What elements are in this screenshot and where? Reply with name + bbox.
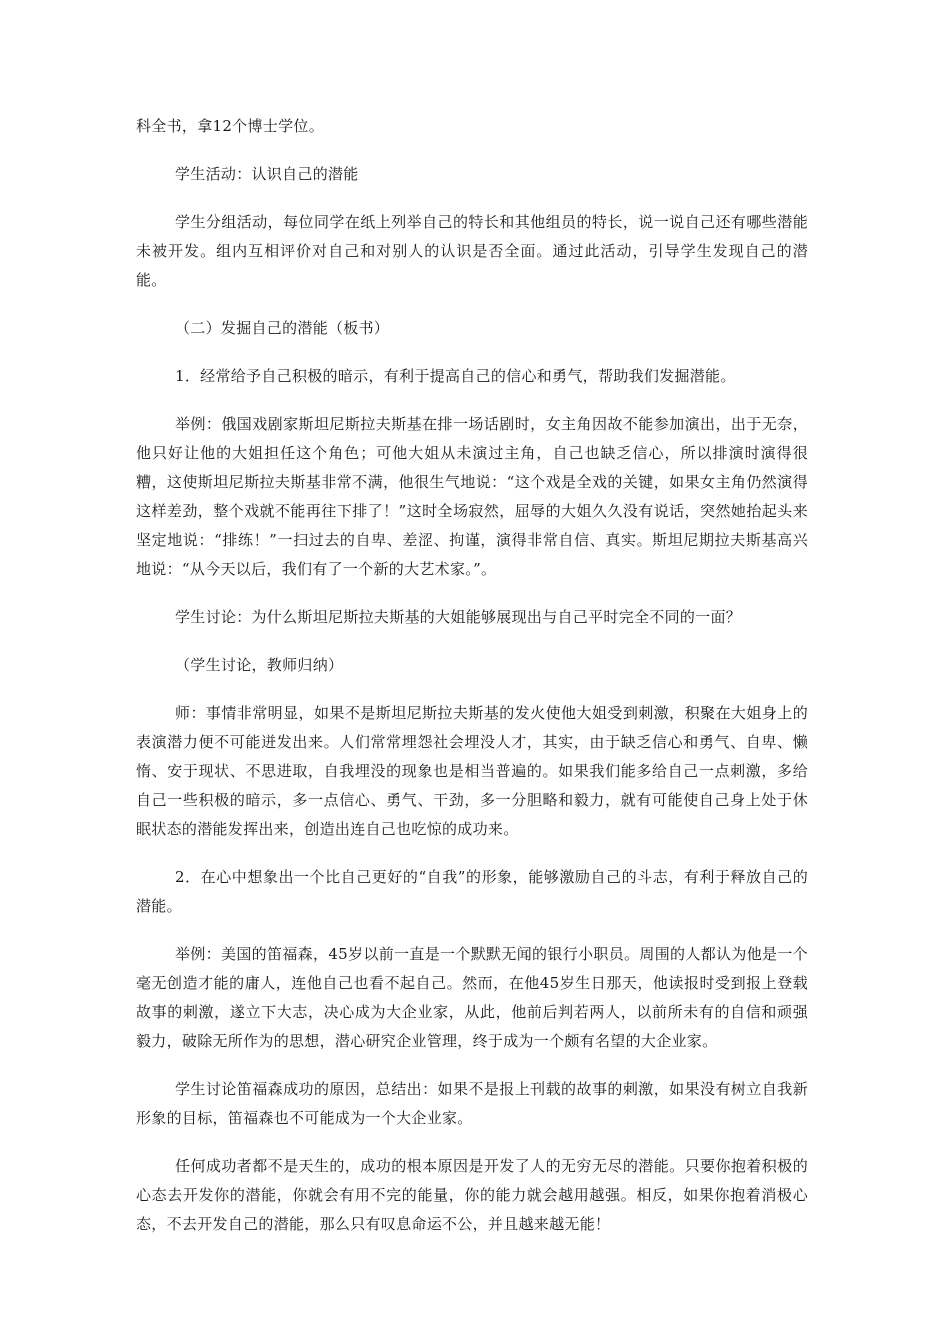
paragraph-discussion-question: 学生讨论：为什么斯坦尼斯拉夫斯基的大姐能够展现出与自己平时完全不同的一面？ <box>175 608 742 626</box>
section-heading: （二）发掘自己的潜能（板书） <box>175 319 390 337</box>
paragraph-discussion-two: 学生讨论笛福森成功的原因，总结出：如果不是报上刊载的故事的刺激，如果没有树立自我新形象的目标，笛福森也不可能成为一个大企业家。 <box>136 1080 808 1127</box>
paragraph-activity-description: 学生分组活动，每位同学在纸上列举自己的特长和其他组员的特长，说一说自己还有哪些潜能未被开发。组内互相评价对自己和对别人的认识是否全面。通过此活动，引导学生发现自己的潜能。 <box>136 213 808 289</box>
paragraph-discussion-note: （学生讨论，教师归纳） <box>175 656 344 674</box>
paragraph-conclusion: 任何成功者都不是天生的，成功的根本原因是开发了人的无穷无尽的潜能。只要你抱着积极的心态去开发你的潜能，你就会有用不完的能量，你的能力就会越用越强。相反，如果你抱着消极心态，不去开发自己的潜能，那么只有叹息命运不公，并且越来越无能！ <box>136 1157 808 1233</box>
point-two: 2．在心中想象出一个比自己更好的“自我”的形象，能够激励自己的斗志，有利于释放自己的潜能。 <box>136 868 808 915</box>
paragraph-example-one: 举例：俄国戏剧家斯坦尼斯拉夫斯基在排一场话剧时，女主角因故不能参加演出，出于无奈，他只好让他的大姐担任这个角色；可他大姐从未演过主角，自己也缺乏信心，所以排演时演得很糟，这使斯坦尼斯拉夫斯基非常不满，他很生气地说：“这个戏是全戏的关键，如果女主角仍然演得这样差劲，整个戏就不能再往下排了！”这时全场寂然，屈辱的大姐久久没有说话，突然她抬起头来坚定地说：“排练！”一扫过去的自卑、差涩、拘谨，演得非常自信、真实。斯坦尼期拉夫斯基高兴地说：“从今天以后，我们有了一个新的大艺术家。”。 <box>136 415 808 578</box>
activity-heading: 学生活动：认识自己的潜能 <box>175 165 359 183</box>
document-body <box>136 112 808 1258</box>
point-one: 1．经常给予自己积极的暗示，有利于提高自己的信心和勇气，帮助我们发掘潜能。 <box>175 367 736 385</box>
paragraph-teacher-summary: 师：事情非常明显，如果不是斯坦尼斯拉夫斯基的发火使他大姐受到刺激，积聚在大姐身上的表演潜力便不可能迸发出来。人们常常埋怨社会埋没人才，其实，由于缺乏信心和勇气、自卑、懒惰、安于现状、不思进取，自我埋没的现象也是相当普遍的。如果我们能多给自己一点刺激，多给自己一些积极的暗示，多一点信心、勇气、干劲，多一分胆略和毅力，就有可能使自己身上处于休眠状态的潜能发挥出来，创造出连自己也吃惊的成功来。 <box>136 704 808 838</box>
paragraph-continuation: 科全书，拿12个博士学位。 <box>136 117 324 135</box>
paragraph-example-two: 举例：美国的笛福森，45岁以前一直是一个默默无闻的银行小职员。周围的人都认为他是一个毫无创造才能的庸人，连他自己也看不起自己。然而，在他45岁生日那天，他读报时受到报上登载故事的刺激，遂立下大志，决心成为大企业家，从此，他前后判若两人，以前所未有的自信和顽强毅力，破除无所作为的思想，潜心研究企业管理，终于成为一个颇有名望的大企业家。 <box>136 945 808 1050</box>
